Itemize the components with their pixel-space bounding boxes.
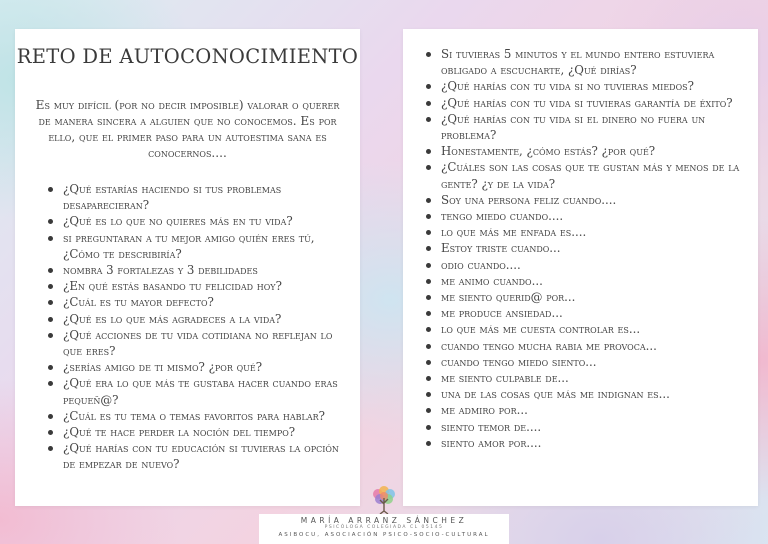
author-name: MARÍA ARRANZ SÁNCHEZ — [300, 516, 468, 525]
question-item: ¿En qué estás basando tu felicidad hoy? — [45, 278, 345, 294]
question-item: tengo miedo cuando.... — [423, 208, 741, 224]
question-item: Soy una persona feliz cuando.... — [423, 192, 741, 208]
question-item: me produce ansiedad... — [423, 305, 741, 321]
question-item: ¿Qué harías con tu vida si tuvieras garantía de éxito? — [423, 95, 741, 111]
question-item: cuando tengo mucha rabia me provoca... — [423, 338, 741, 354]
right-card — [403, 29, 758, 506]
question-item: siento temor de.... — [423, 419, 741, 435]
question-item: ¿Qué harías con tu educación si tuvieras la opción de empezar de nuevo? — [45, 440, 345, 472]
question-item: me animo cuando... — [423, 273, 741, 289]
question-item: ¿Qué es lo que más agradeces a la vida? — [45, 311, 345, 327]
question-item: lo que más me cuesta controlar es... — [423, 321, 741, 337]
question-item: ¿serías amigo de ti mismo? ¿por qué? — [45, 359, 345, 375]
right-question-list — [423, 46, 741, 451]
question-item: ¿Qué era lo que más te gustaba hacer cuando eras pequeñ@? — [45, 375, 345, 407]
question-item: ¿Cuál es tu mayor defecto? — [45, 294, 345, 310]
question-item: una de las cosas que más me indignan es... — [423, 386, 741, 402]
question-item: ¿Qué acciones de tu vida cotidiana no reflejan lo que eres? — [45, 327, 345, 359]
question-item: nombra 3 fortalezas y 3 debilidades — [45, 262, 345, 278]
question-item: ¿Cuál es tu tema o temas favoritos para hablar? — [45, 408, 345, 424]
question-item: cuando tengo miedo siento... — [423, 354, 741, 370]
question-item: odio cuando.... — [423, 257, 741, 273]
author-banner — [259, 514, 509, 544]
question-item: Si tuvieras 5 minutos y el mundo entero estuviera obligado a escucharte, ¿Qué dirías? — [423, 46, 741, 78]
question-item: ¿Cuáles son las cosas que te gustan más y menos de la gente? ¿y de la vida? — [423, 159, 741, 191]
question-item: ¿Qué te hace perder la noción del tiempo? — [45, 424, 345, 440]
question-item: ¿Qué es lo que no quieres más en tu vida? — [45, 213, 345, 229]
question-item: ¿Qué harías con tu vida si no tuvieras miedos? — [423, 78, 741, 94]
intro-paragraph: Es muy difícil (por no decir imposible) valorar o querer de manera sincera a alguien que no conocemos. Es por ello, que el primer paso para un autoestima sana es conocernos.... — [35, 98, 340, 160]
page-title: RETO DE AUTOCONOCIMIENTO — [16, 45, 359, 68]
question-item: Honestamente, ¿cómo estás? ¿por qué? — [423, 143, 741, 159]
question-item: ¿Qué estarías haciendo si tus problemas desaparecieran? — [45, 181, 345, 213]
question-item: me admiro por... — [423, 402, 741, 418]
question-item: me siento querid@ por... — [423, 289, 741, 305]
author-subtitle: PSICÓLOGA COLEGIADA CL 05145 — [324, 525, 444, 530]
left-card — [15, 29, 360, 506]
question-item: siento amor por.... — [423, 435, 741, 451]
tree-logo-icon — [368, 484, 400, 516]
question-item: ¿Qué harías con tu vida si el dinero no fuera un problema? — [423, 111, 741, 143]
question-item: me siento culpable de... — [423, 370, 741, 386]
question-item: Estoy triste cuando... — [423, 240, 741, 256]
question-item: lo que más me enfada es.... — [423, 224, 741, 240]
question-item: si preguntaran a tu mejor amigo quién eres tú, ¿Cómo te describiría? — [45, 230, 345, 262]
association-name: ASIBOCU, ASOCIACIÓN PSICO-SOCIO-CULTURAL — [278, 532, 490, 538]
left-question-list — [45, 181, 345, 473]
